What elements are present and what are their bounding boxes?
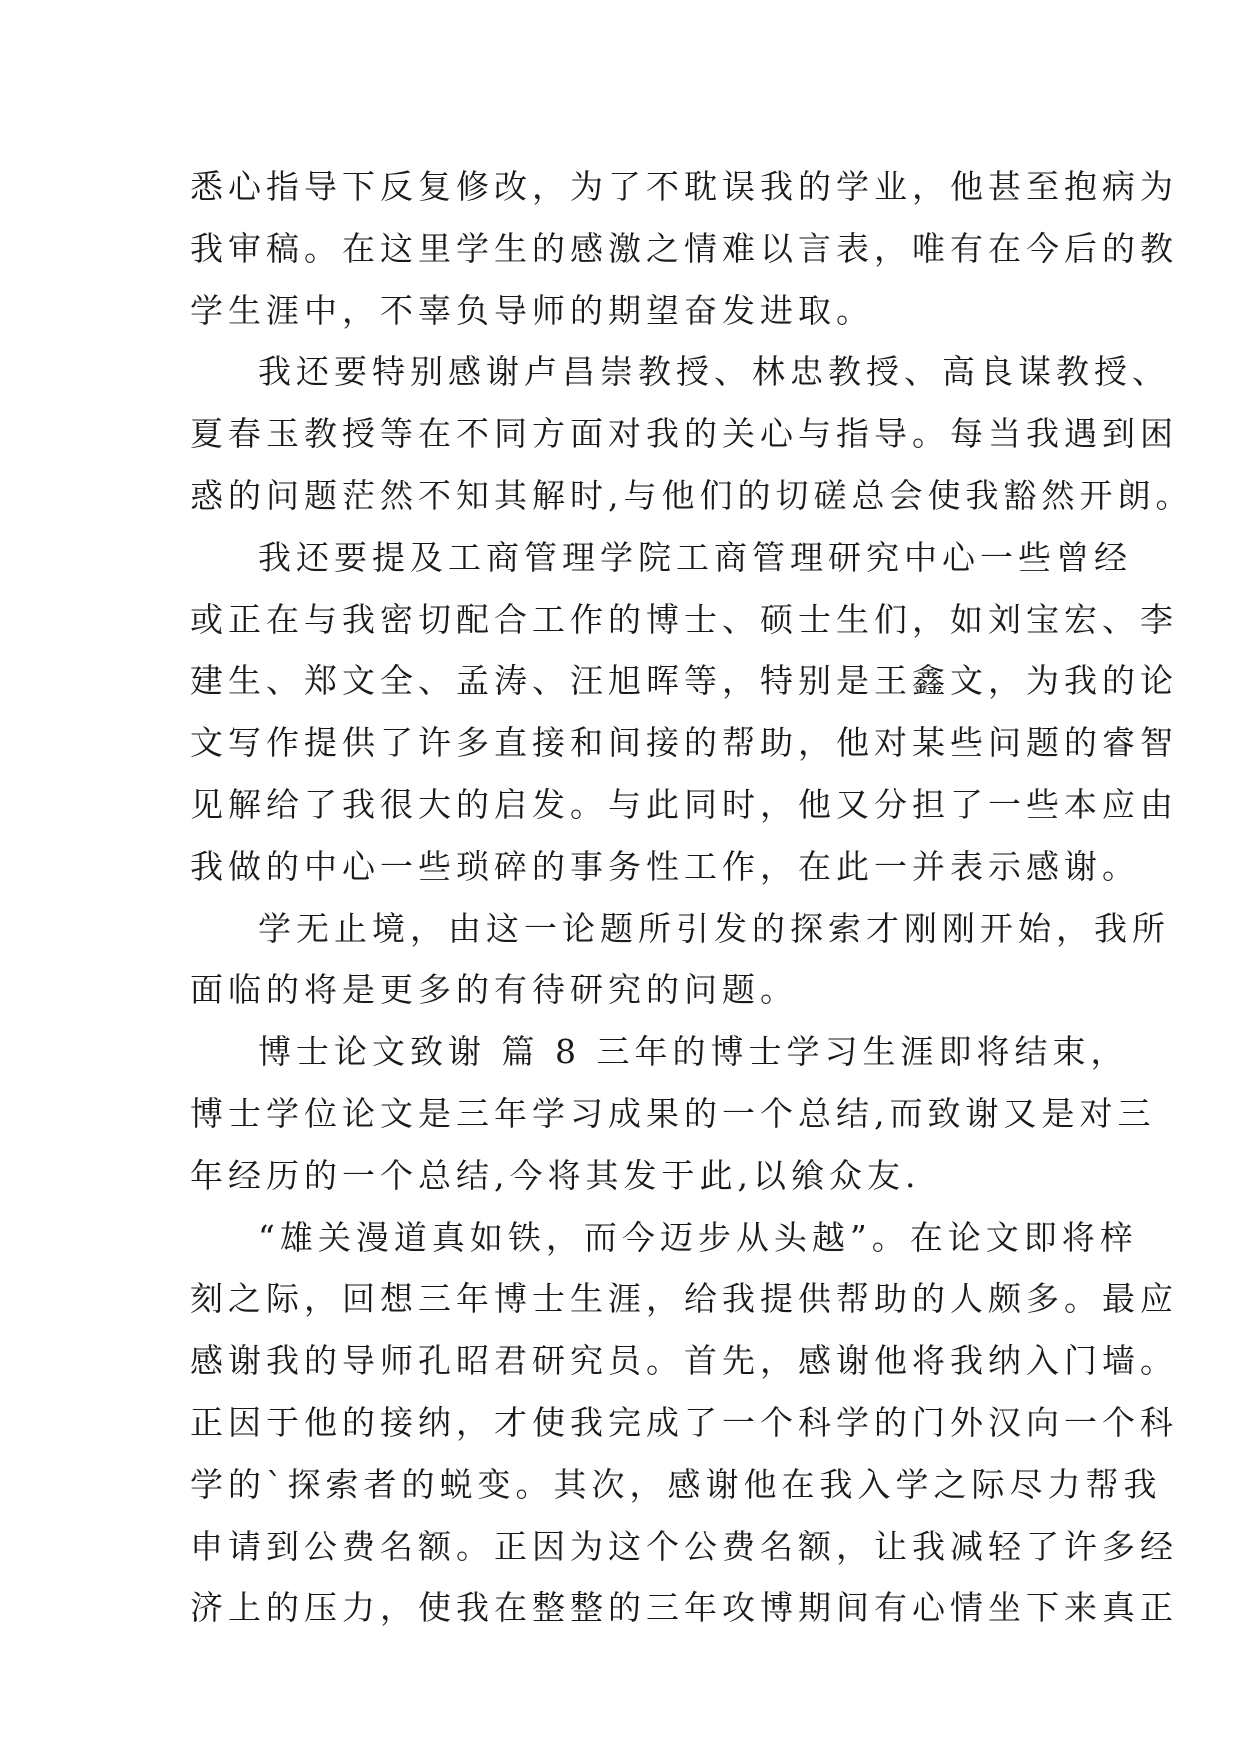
text-line: 博士论文致谢 篇 8 三年的博士学习生涯即将结束，	[258, 1032, 1129, 1072]
text-line: 年经历的一个总结,今将其发于此,以飨众友.	[190, 1155, 921, 1195]
text-line: 惑的问题茫然不知其解时,与他们的切磋总会使我豁然开朗。	[190, 475, 1194, 515]
document-body	[190, 156, 1194, 1639]
text-line: 我审稿。在这里学生的感激之情难以言表，唯有在今后的教	[190, 228, 1178, 268]
text-line: 或正在与我密切配合工作的博士、硕士生们，如刘宝宏、李	[190, 599, 1178, 639]
text-line: 我还要提及工商管理学院工商管理研究中心一些曾经	[258, 537, 1132, 577]
text-line: 学生涯中，不辜负导师的期望奋发进取。	[190, 290, 874, 330]
text-line: 申请到公费名额。正因为这个公费名额，让我减轻了许多经	[190, 1526, 1178, 1566]
text-line: 济上的压力，使我在整整的三年攻博期间有心情坐下来真正	[190, 1588, 1178, 1628]
text-line: 夏春玉教授等在不同方面对我的关心与指导。每当我遇到困	[190, 414, 1178, 454]
text-line: 感谢我的导师孔昭君研究员。首先，感谢他将我纳入门墙。	[190, 1341, 1178, 1381]
text-line: 文写作提供了许多直接和间接的帮助，他对某些问题的睿智	[190, 723, 1178, 763]
text-line: 我还要特别感谢卢昌崇教授、林忠教授、高良谋教授、	[258, 352, 1170, 392]
text-line: 学的`探索者的蜕变。其次，感谢他在我入学之际尽力帮我	[190, 1464, 1162, 1504]
text-line: “雄关漫道真如铁，而今迈步从头越”。在论文即将梓	[258, 1217, 1138, 1257]
text-line: 学无止境，由这一论题所引发的探索才刚刚开始，我所	[258, 908, 1170, 948]
text-line: 见解给了我很大的启发。与此同时，他又分担了一些本应由	[190, 784, 1178, 824]
text-line: 面临的将是更多的有待研究的问题。	[190, 970, 798, 1010]
text-line: 正因于他的接纳，才使我完成了一个科学的门外汉向一个科	[190, 1402, 1178, 1442]
text-line: 我做的中心一些琐碎的事务性工作，在此一并表示感谢。	[190, 846, 1140, 886]
text-line: 建生、郑文全、孟涛、汪旭晖等，特别是王鑫文，为我的论	[190, 661, 1178, 701]
text-line: 刻之际，回想三年博士生涯，给我提供帮助的人颇多。最应	[190, 1279, 1178, 1319]
text-line: 悉心指导下反复修改，为了不耽误我的学业，他甚至抱病为	[190, 167, 1178, 206]
text-line: 博士学位论文是三年学习成果的一个总结,而致谢又是对三	[190, 1093, 1156, 1133]
